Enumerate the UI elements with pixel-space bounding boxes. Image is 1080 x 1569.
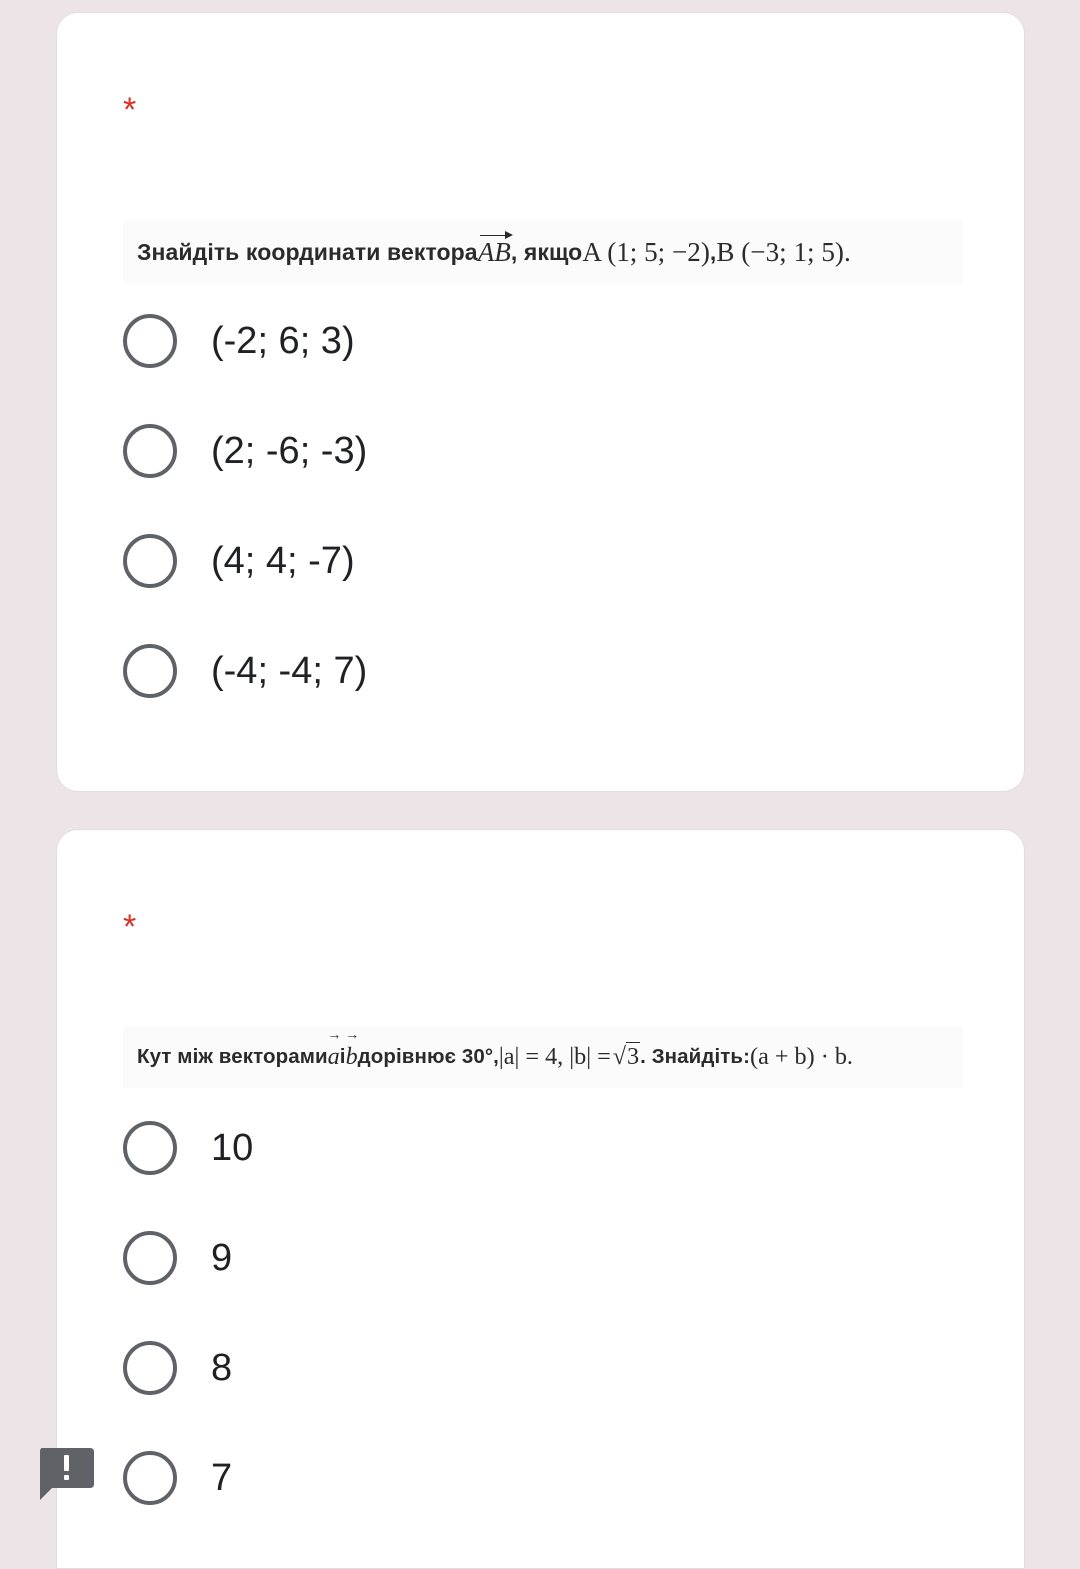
required-marker: * — [123, 908, 137, 946]
question-card-1 — [56, 12, 1025, 792]
required-marker: * — [123, 91, 137, 129]
option-label: 8 — [211, 1346, 233, 1389]
option-q2-3[interactable] — [123, 1338, 232, 1398]
magnitudes: |a| = 4, |b| = — [498, 1043, 611, 1070]
radio-button[interactable] — [123, 424, 177, 478]
report-problem-button[interactable] — [38, 1446, 94, 1502]
sqrt-expression: √3 — [612, 1043, 640, 1070]
comma: , — [709, 238, 717, 265]
radio-button[interactable] — [123, 534, 177, 588]
option-q1-2[interactable] — [123, 421, 367, 481]
vector-ab: AB — [477, 236, 511, 267]
option-q2-1[interactable] — [123, 1118, 253, 1178]
radio-button[interactable] — [123, 1341, 177, 1395]
report-problem-icon — [38, 1446, 94, 1502]
option-q1-4[interactable] — [123, 641, 367, 701]
option-q1-3[interactable] — [123, 531, 355, 591]
radio-button[interactable] — [123, 1231, 177, 1285]
point-b: B (−3; 1; 5). — [716, 236, 851, 267]
option-q2-2[interactable] — [123, 1228, 232, 1288]
question-text-middle: , якщо — [510, 238, 583, 265]
option-label: (-2; 6; 3) — [211, 319, 355, 362]
option-label: 9 — [211, 1236, 233, 1279]
question-text-prefix: Знайдіть координати вектора — [137, 238, 478, 265]
radio-button[interactable] — [123, 644, 177, 698]
option-q2-4[interactable] — [123, 1448, 232, 1508]
question-image-1 — [123, 221, 963, 283]
point-a: A (1; 5; −2) — [582, 236, 710, 267]
question-text-prefix: Кут між векторами — [137, 1045, 328, 1068]
question-text-middle: дорівнює 30°, — [357, 1045, 499, 1068]
question-text-find: . Знайдіть: — [640, 1045, 751, 1068]
option-label: 10 — [211, 1126, 254, 1169]
vector-a: → a — [328, 1043, 340, 1071]
radio-button[interactable] — [123, 314, 177, 368]
option-label: (2; -6; -3) — [211, 429, 368, 472]
conjunction: і — [339, 1045, 346, 1068]
vector-b: → b — [346, 1043, 358, 1071]
radio-button[interactable] — [123, 1451, 177, 1505]
question-image-2 — [123, 1026, 963, 1088]
option-label: (4; 4; -7) — [211, 539, 355, 582]
option-q1-1[interactable] — [123, 311, 355, 371]
question-card-2 — [56, 829, 1025, 1569]
option-label: (-4; -4; 7) — [211, 649, 368, 692]
expression: (a + b) · b. — [750, 1043, 853, 1070]
radio-button[interactable] — [123, 1121, 177, 1175]
option-label: 7 — [211, 1456, 233, 1499]
